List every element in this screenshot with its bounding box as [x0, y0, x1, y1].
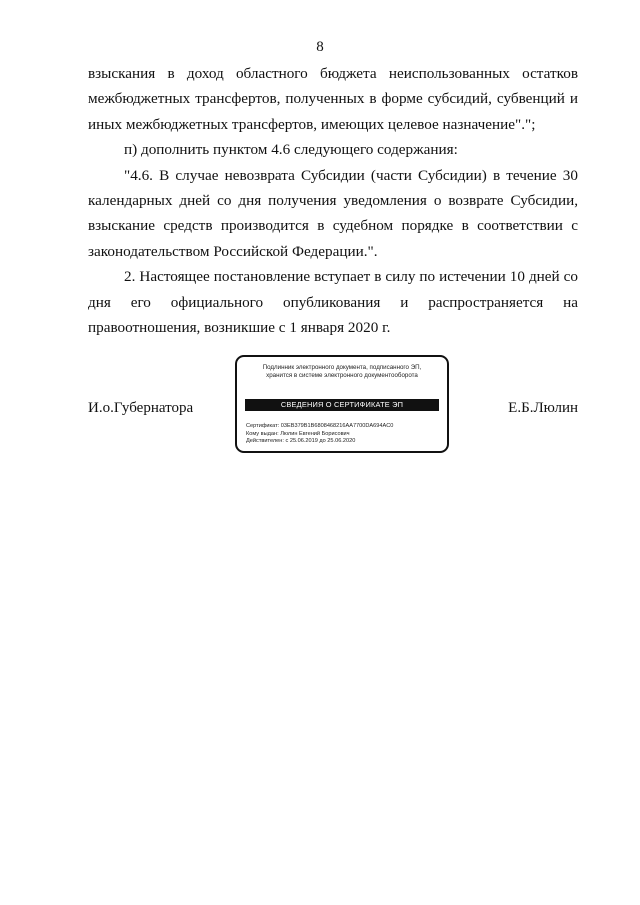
stamp-certificate: Сертификат: 03EB379B1B6808468216AA7700DA694AC0: [246, 423, 394, 429]
stamp-details: [246, 423, 441, 446]
signatory-name: Е.Б.Люлин: [508, 400, 578, 416]
page-number: 8: [316, 39, 324, 55]
paragraph-amendment-p: п) дополнить пунктом 4.6 следующего содержания:: [124, 141, 458, 159]
stamp-note-line2: хранится в системе электронного документооборота: [266, 372, 418, 379]
stamp-validity: Действителен: с 25.06.2019 до 25.06.2020: [246, 438, 356, 445]
signatory-position: И.о.Губернатора: [88, 400, 194, 416]
stamp-issued-to: Кому выдан: Люлин Евгений Борисович: [246, 430, 350, 437]
stamp-note-line1: Подлинник электронного документа, подписанного ЭП,: [262, 364, 422, 371]
stamp-header: СВЕДЕНИЯ О СЕРТИФИКАТЕ ЭП: [245, 399, 439, 411]
electronic-signature-stamp: [235, 355, 449, 453]
paragraph-clause-4-6: "4.6. В случае невозврата Субсидии (части Субсидии) в течение 30 календарных дней со дня получения уведомления о возврате Субсидии, взыскание средств производится в судебном порядке в соответствии с законодательством Российской Федерации.".: [88, 166, 578, 260]
stamp-note: [237, 364, 447, 380]
paragraph-effective-date: 2. Настоящее постановление вступает в силу по истечении 10 дней со дня его официального опубликования и распространяется на правоотношения, возникшие с 1 января 2020 г.: [88, 268, 578, 337]
document-body: [88, 61, 578, 340]
paragraph-continuation: взыскания в доход областного бюджета неиспользованных остатков межбюджетных трансфертов, полученных в форме субсидий, субвенций и иных межбюджетных трансфертов, имеющих целевое назначение".";: [88, 65, 578, 133]
